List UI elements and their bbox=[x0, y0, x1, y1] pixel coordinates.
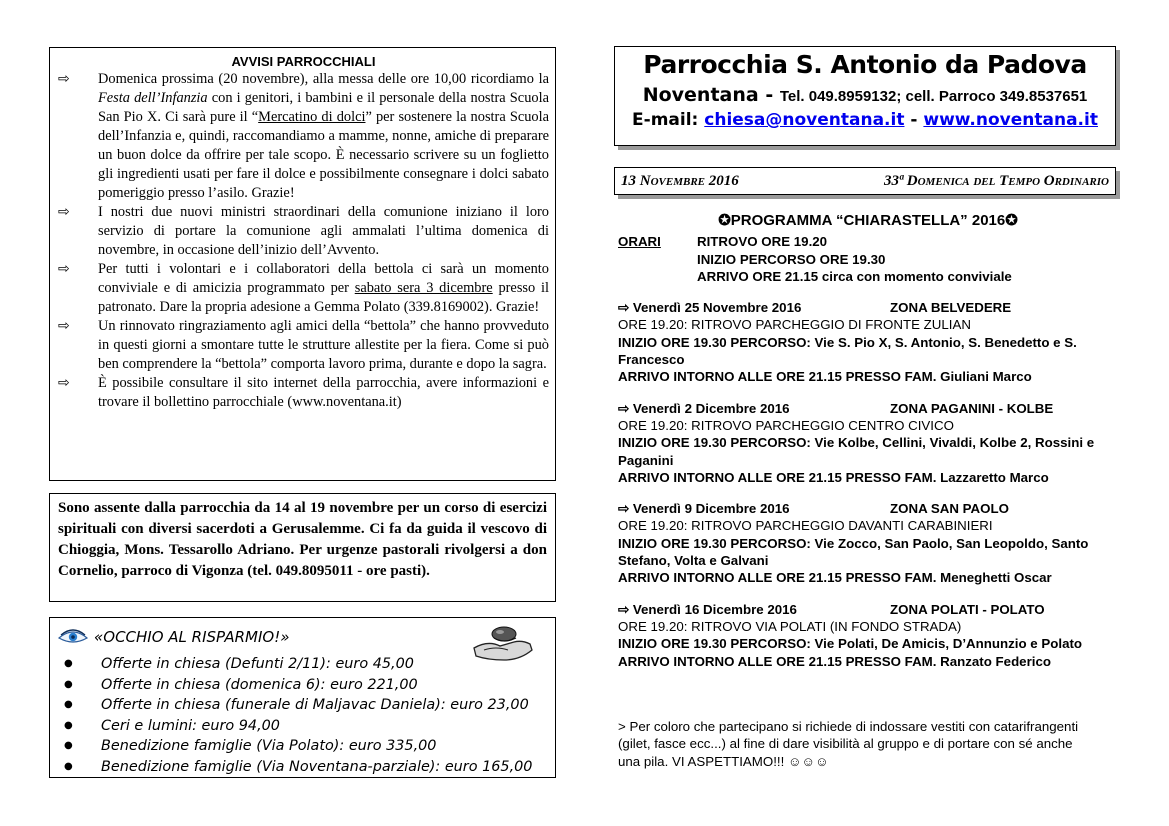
offering-item bbox=[58, 757, 547, 778]
arrow-icon: ⇨ bbox=[58, 261, 70, 277]
parish-header bbox=[614, 46, 1116, 146]
event-date: ⇨ Venerdì 16 Dicembre 2016 bbox=[618, 601, 797, 617]
program-event bbox=[618, 601, 1118, 670]
offering-item bbox=[58, 675, 547, 696]
program-title: ✪PROGRAMMA “CHIARASTELLA” 2016✪ bbox=[718, 212, 1018, 229]
event-zone: ZONA PAGANINI - KOLBE bbox=[890, 400, 1054, 416]
bullet-icon: ● bbox=[64, 740, 73, 751]
avviso-item bbox=[58, 260, 549, 317]
event-date: ⇨ Venerdì 25 Novembre 2016 bbox=[618, 300, 802, 316]
time-line: INIZIO PERCORSO ORE 19.30 bbox=[697, 251, 886, 267]
program-footer-note: > Per coloro che partecipano si richiede di indossare vestiti con catarifrangenti (gilet, fasce ecc...) al fine di dare visibilità al gruppo e di portare con sé anche una pila. VI ASPETTIAMO!!! ☺☺☺ bbox=[618, 719, 1079, 769]
email-link[interactable]: chiesa@noventana.it bbox=[704, 110, 905, 130]
avviso-item bbox=[58, 203, 549, 260]
avviso-item bbox=[58, 374, 549, 412]
program-event bbox=[618, 299, 1118, 385]
avviso-text bbox=[98, 260, 549, 317]
event-route: INIZIO ORE 19.30 PERCORSO: Vie Zocco, San Paolo, San Leopoldo, Santo Stefano, Volta e Galvani bbox=[618, 535, 1089, 569]
offering-item bbox=[58, 736, 547, 757]
avviso-text-part: con i genitori, i bambini e il personale della nostra Scuola San Pio X. Ci sarà pure il “ bbox=[98, 90, 549, 125]
avviso-text-part: È possibile consultare il sito internet della parrocchia, avere informazioni e trovare il bollettino parrocchiale (www.noventana.it) bbox=[98, 375, 549, 410]
offering-item bbox=[58, 695, 547, 716]
bulletin-date: 13 Novembre 2016 bbox=[621, 172, 739, 189]
avviso-item bbox=[58, 70, 549, 203]
parish-town: Noventana - bbox=[642, 84, 780, 106]
avviso-text bbox=[98, 70, 549, 203]
program-events bbox=[618, 299, 1118, 670]
eye-icon bbox=[58, 629, 88, 645]
avviso-text-part: Un rinnovato ringraziamento agli amici della “bettola” che hanno provveduto in questi giorni a smontare tutte le strutture allestite per la fiera. Come si può ben comprendere la “bettola” comporta lavoro prima, durante e dopo la sagra. bbox=[98, 318, 549, 372]
program-times bbox=[618, 233, 1118, 285]
date-bar bbox=[614, 167, 1116, 195]
event-meeting: ORE 19.20: RITROVO PARCHEGGIO DAVANTI CARABINIERI bbox=[618, 518, 993, 534]
avviso-text-part: Domenica prossima (20 novembre), alla messa delle ore 10,00 ricordiamo la bbox=[98, 71, 549, 87]
avviso-text bbox=[98, 317, 549, 374]
arrow-icon: ⇨ bbox=[58, 71, 70, 87]
time-line: ARRIVO ORE 21.15 circa con momento conviviale bbox=[697, 268, 1012, 284]
email-label: E-mail: bbox=[632, 110, 705, 130]
offering-text: Offerte in chiesa (domenica 6): euro 221,00 bbox=[101, 676, 418, 693]
avviso-text-part: ” per sostenere la nostra Scuola dell’Infanzia e, quindi, raccomandiamo a mamme, nonne, amiche di preparare un buon dolce da offrire per tale scopo. È necessario scrivere su un foglietto gli ingredienti usati per fare il dolce e possibilmente consegnare i dolci sabato pomeriggio presso l’asilo. Grazie! bbox=[98, 109, 549, 201]
bullet-icon: ● bbox=[64, 699, 73, 710]
event-route: INIZIO ORE 19.30 PERCORSO: Vie Kolbe, Cellini, Vivaldi, Kolbe 2, Rossini e Paganini bbox=[618, 435, 1095, 468]
avviso-text-part: I nostri due nuovi ministri straordinari della comunione iniziano il loro servizio di portare la comunione agli ammalati l’ultima domenica di novembre, in occasione dell’inizio dell’Avvento. bbox=[98, 204, 549, 258]
web-separator: - bbox=[904, 110, 924, 130]
arrow-icon: ⇨ bbox=[58, 375, 70, 391]
bullet-icon: ● bbox=[64, 760, 73, 772]
avviso-text-part: presso il patronato. Dare la propria adesione a Gemma Polato (339.8169002). Grazie! bbox=[98, 280, 549, 315]
program-event bbox=[618, 400, 1118, 486]
event-zone: ZONA BELVEDERE bbox=[890, 300, 1012, 316]
event-arrival: ARRIVO INTORNO ALLE ORE 21.15 PRESSO FAM. Meneghetti Oscar bbox=[618, 570, 1052, 586]
avviso-text-part: Mercatino di dolci bbox=[258, 109, 366, 125]
liturgical-sunday: 33ª Domenica del Tempo Ordinario bbox=[884, 172, 1109, 189]
offering-item bbox=[58, 716, 547, 737]
event-heading bbox=[618, 500, 1118, 517]
arrow-icon: ⇨ bbox=[58, 318, 70, 334]
avviso-text bbox=[98, 374, 549, 412]
bullet-icon: ● bbox=[64, 658, 73, 669]
offering-text: Benedizione famiglie (Via Noventana-parziale): euro 165,00 bbox=[101, 758, 533, 775]
event-arrival: ARRIVO INTORNO ALLE ORE 21.15 PRESSO FAM. Ranzato Federico bbox=[618, 653, 1051, 669]
offerings-box bbox=[49, 617, 556, 778]
event-heading bbox=[618, 299, 1118, 316]
bullet-icon: ● bbox=[64, 719, 73, 731]
times-list bbox=[697, 233, 1012, 285]
parish-contacts bbox=[615, 84, 1115, 106]
avviso-text-part: Per tutti i volontari e i collaboratori della bettola ci sarà un momento conviviale e di amicizia programmato per bbox=[98, 261, 549, 296]
arrow-icon: ⇨ bbox=[58, 204, 70, 220]
avvisi-title: AVVISI PARROCCHIALI bbox=[231, 54, 376, 69]
avvisi-box bbox=[49, 47, 556, 481]
event-arrival: ARRIVO INTORNO ALLE ORE 21.15 PRESSO FAM. Lazzaretto Marco bbox=[618, 469, 1049, 485]
chiarastella-program bbox=[618, 212, 1118, 670]
offering-text: Benedizione famiglie (Via Polato): euro 335,00 bbox=[101, 738, 437, 754]
offering-text: Ceri e lumini: euro 94,00 bbox=[101, 717, 280, 734]
program-event bbox=[618, 500, 1118, 586]
event-zone: ZONA POLATI - POLATO bbox=[890, 601, 1045, 617]
offerings-header bbox=[58, 622, 547, 652]
offerings-list bbox=[58, 654, 547, 777]
event-date: ⇨ Venerdì 2 Dicembre 2016 bbox=[618, 400, 790, 416]
event-meeting: ORE 19.20: RITROVO PARCHEGGIO DI FRONTE ZULIAN bbox=[618, 317, 971, 333]
parish-web bbox=[615, 110, 1115, 130]
offerings-title: «OCCHIO AL RISPARMIO!» bbox=[94, 628, 290, 646]
offering-text: Offerte in chiesa (Defunti 2/11): euro 45,00 bbox=[101, 656, 414, 672]
event-date: ⇨ Venerdì 9 Dicembre 2016 bbox=[618, 501, 790, 517]
event-route: INIZIO ORE 19.30 PERCORSO: Vie S. Pio X, S. Antonio, S. Benedetto e S. Francesco bbox=[618, 334, 1077, 368]
avviso-text-part: Festa dell’Infanzia bbox=[98, 90, 208, 106]
offering-hands-icon bbox=[470, 620, 536, 664]
event-zone: ZONA SAN PAOLO bbox=[890, 501, 1009, 517]
absence-notice: Sono assente dalla parrocchia da 14 al 19 novembre per un corso di esercizi spirituali con diversi sacerdoti a Gerusalemme. Ci fa da guida il vescovo di Chioggia, Mons. Tessarollo Adriano. Per urgenze pastorali rivolgersi a don Cornelio, parroco di Vigonza (tel. 049.8095011 - ore pasti). bbox=[49, 493, 556, 602]
event-arrival: ARRIVO INTORNO ALLE ORE 21.15 PRESSO FAM. Giuliani Marco bbox=[618, 369, 1032, 385]
parish-phones: Tel. 049.8959132; cell. Parroco 349.8537651 bbox=[779, 88, 1088, 105]
avviso-text bbox=[98, 203, 549, 260]
event-meeting: ORE 19.20: RITROVO PARCHEGGIO CENTRO CIVICO bbox=[618, 417, 954, 433]
event-heading bbox=[618, 601, 1118, 618]
avvisi-list bbox=[58, 70, 549, 412]
event-route: INIZIO ORE 19.30 PERCORSO: Vie Polati, De Amicis, D’Annunzio e Polato bbox=[618, 636, 1083, 652]
parish-title: Parrocchia S. Antonio da Padova bbox=[643, 50, 1087, 79]
offering-text: Offerte in chiesa (funerale di Maljavac Daniela): euro 23,00 bbox=[101, 697, 529, 713]
event-meeting: ORE 19.20: RITROVO VIA POLATI (IN FONDO STRADA) bbox=[618, 618, 962, 634]
avviso-text-part: sabato sera 3 dicembre bbox=[354, 280, 493, 296]
time-line: RITROVO ORE 19.20 bbox=[697, 234, 828, 250]
times-label: ORARI bbox=[618, 234, 661, 250]
event-heading bbox=[618, 400, 1118, 417]
bullet-icon: ● bbox=[64, 678, 73, 690]
avviso-item bbox=[58, 317, 549, 374]
website-link[interactable]: www.noventana.it bbox=[923, 110, 1098, 130]
